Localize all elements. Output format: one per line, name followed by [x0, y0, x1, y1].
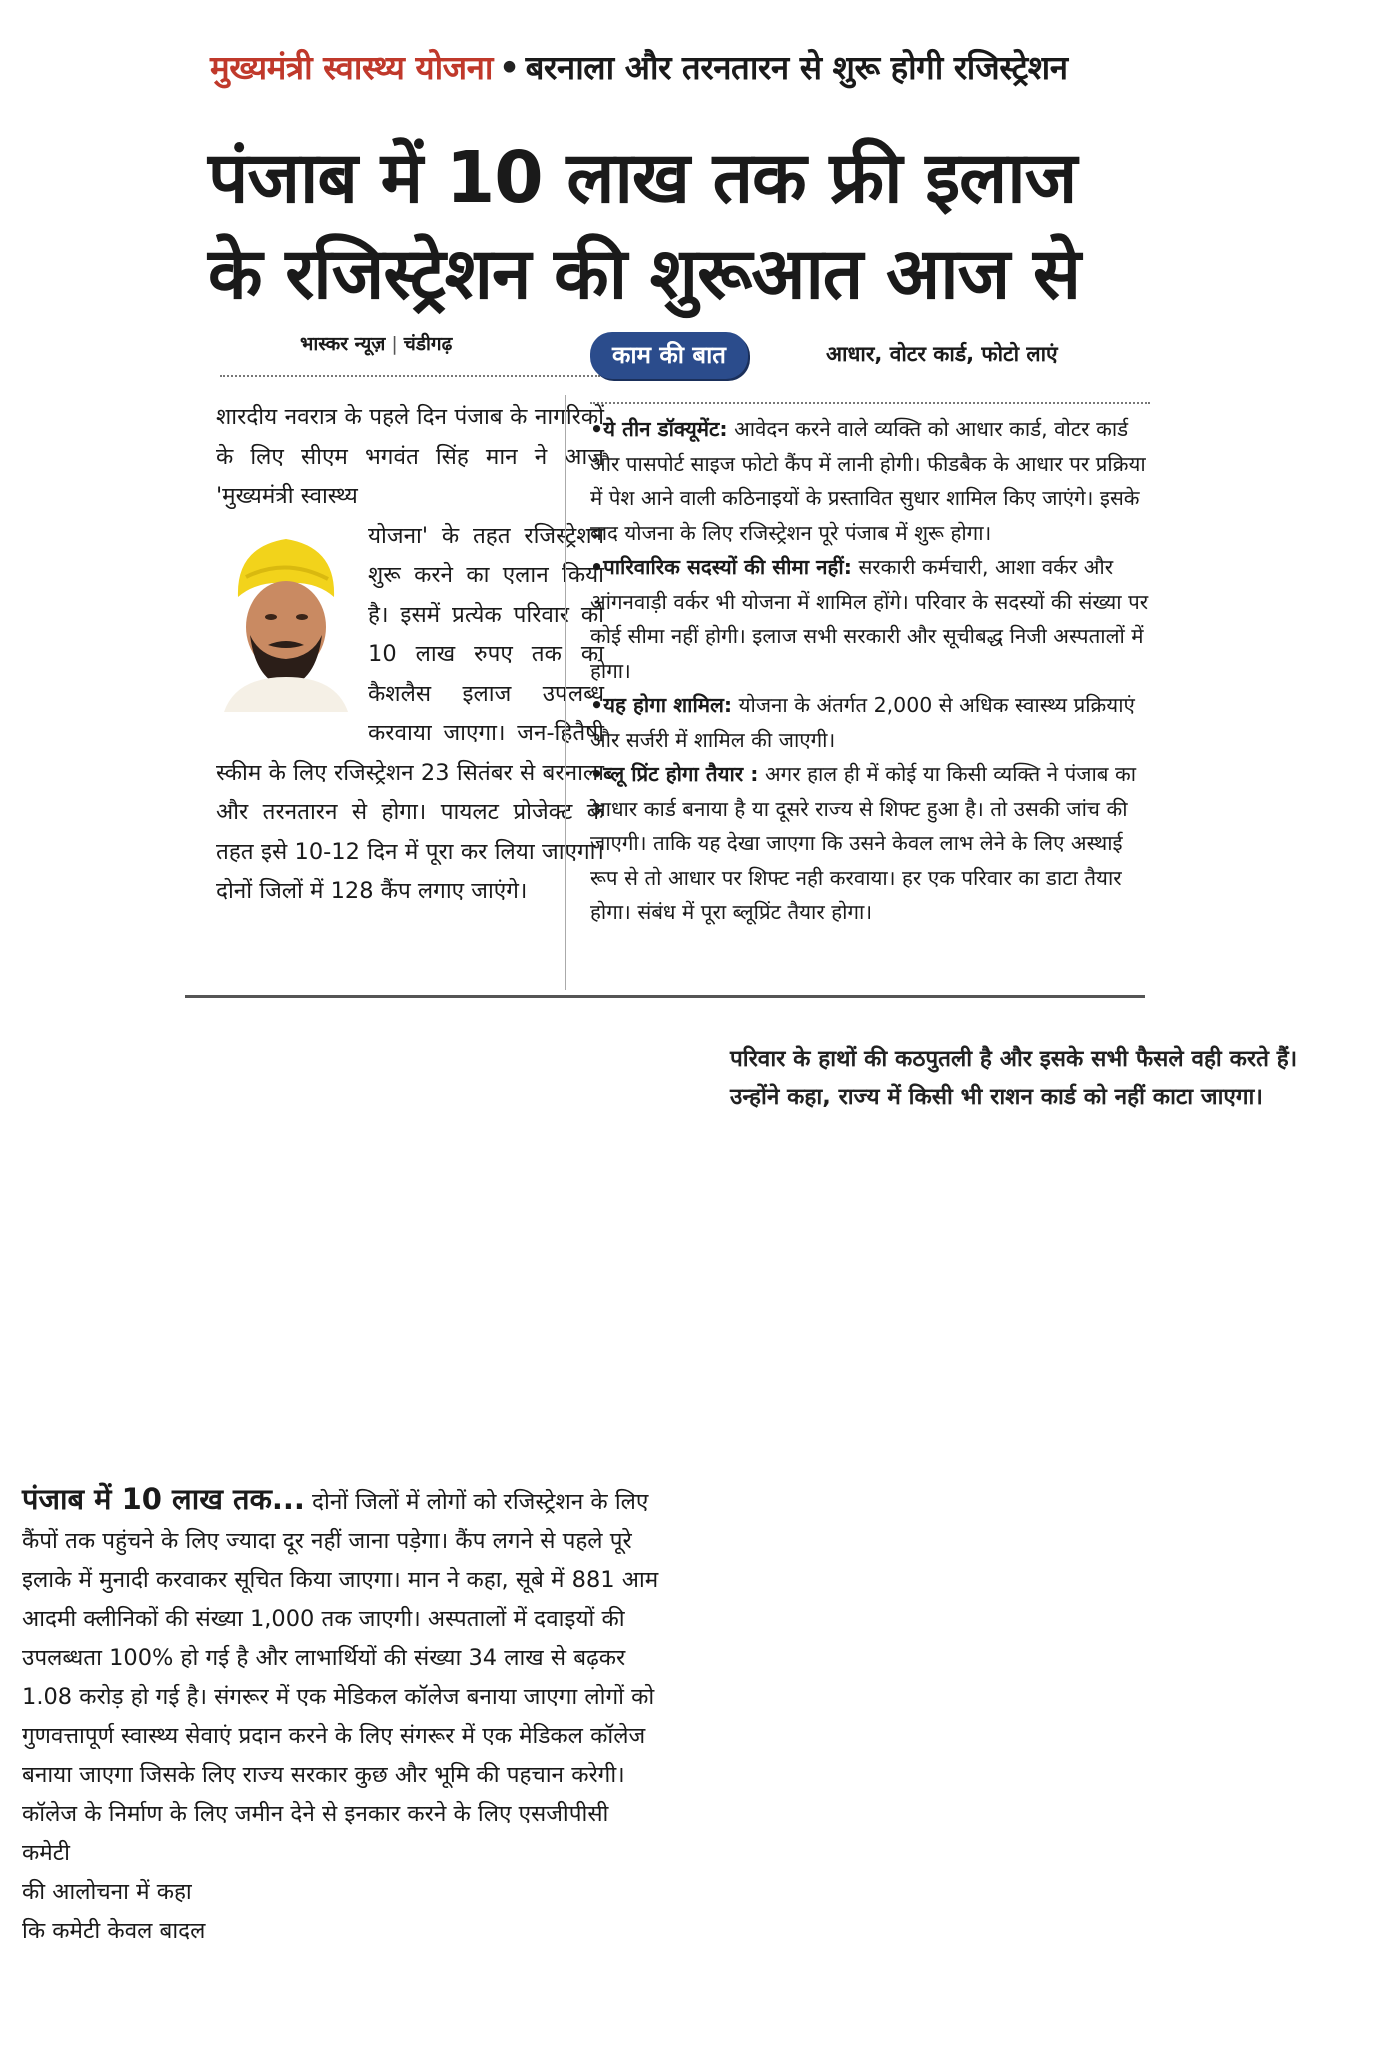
kaam-ki-baat-tagline: आधार, वोटर कार्ड, फोटो लाएं [826, 342, 1058, 366]
byline-source: भास्कर न्यूज़ [300, 333, 386, 355]
mid-snippet-text: परिवार के हाथों की कठपुतली है और इसके सभी फैसले वही करते हैं। उन्होंने कहा, राज्य में किसी भी राशन कार्ड को नहीं काटा जाएगा। [730, 1046, 1298, 1110]
point-text: योजना के अंतर्गत 2,000 से अधिक स्वास्थ्य प्रक्रियाएं और सर्जरी में शामिल की जाएगी। [590, 693, 1135, 752]
byline [300, 330, 452, 356]
kicker-scheme-name: मुख्यमंत्री स्वास्थ्य योजना [210, 48, 493, 87]
byline-divider: | [391, 333, 398, 355]
point-text: अगर हाल ही में कोई या किसी व्यक्ति ने पंजाब का आधार कार्ड बनाया है या दूसरे राज्य से शिफ्ट हुआ है। तो उसकी जांच की जाएगी। ताकि यह देखा जाएगा कि उसने केवल लाभ लेने के लिए अस्थाई रूप से तो आधार पर शिफ्ट नही करवाया। हर एक परिवार का डाटा तैयार होगा। संबंध में पूरा ब्लूप्रिंट तैयार होगा। [590, 762, 1137, 924]
top-article-clipping [190, 30, 1150, 1010]
kicker [210, 44, 1068, 89]
point-heading: •पारिवारिक सदस्यों की सीमा नहीं: [590, 555, 852, 579]
continuation-tail-2: कि कमेटी केवल बादल [22, 1918, 206, 1944]
byline-place: चंडीगढ़ [403, 333, 453, 355]
point-documents [590, 412, 1152, 550]
kaam-ki-baat-badge: काम की बात [590, 332, 748, 379]
continuation-text: दोनों जिलों में लोगों को रजिस्ट्रेशन के लिए कैंपों तक पहुंचने के लिए ज्यादा दूर नहीं जाना पड़ेगा। कैंप लगने से पहले पूरे इलाके में मुनादी करवाकर सूचित किया जाएगा। मान ने कहा, सूबे में 881 आम आदमी क्लीनिकों की संख्या 1,000 तक जाएगी। अस्पतालों में दवाइयों की उपलब्धता 100% हो गई है और लाभार्थियों की संख्या 34 लाख से बढ़कर 1.08 करोड़ हो गई है। संगरूर में एक मेडिकल कॉलेज बनाया जाएगा लोगों को गुणवत्तापूर्ण स्वास्थ्य सेवाएं प्रदान करने के लिए संगरूर में एक मेडिकल कॉलेज बनाया जाएगा जिसके लिए राज्य सरकार कुछ और भूमि की पहचान करेगी। कॉलेज के निर्माण के लिए जमीन देने से इनकार करने के लिए एसजीपीसी कमेटी [22, 1489, 659, 1866]
headline-line-1: पंजाब में 10 लाख तक फ्री इलाज [208, 136, 1077, 219]
body-paragraph-1: शारदीय नवरात्र के पहले दिन पंजाब के नागरिकों के लिए सीएम भगवंत सिंह मान ने आज 'मुख्यमंत्री स्वास्थ्य [216, 404, 604, 509]
body-paragraph-2: योजना' के तहत रजिस्ट्रेशन शुरू करने का एलान किया है। इसमें प्रत्येक परिवार को 10 लाख रुपए तक का कैशलैस इलाज उपलब्ध करवाया जाएगा। जन-हितैषी स्कीम के लिए रजिस्ट्रेशन 23 सितंबर से बरनाला और तरनतारन से होगा। पायलट प्रोजेक्ट के तहत इसे 10-12 दिन में पूरा कर लिया जाएगा। दोनों जिलों में 128 कैंप लगाए जाएंगे। [216, 522, 604, 904]
point-heading: •ये तीन डॉक्यूमेंट: [590, 417, 728, 441]
left-column [216, 398, 604, 912]
continuation-clipping [22, 1480, 662, 2040]
column-divider [565, 395, 566, 990]
cm-photo [216, 517, 356, 712]
point-coverage [590, 688, 1152, 757]
point-heading: •यह होगा शामिल: [590, 693, 733, 717]
point-text: आवेदन करने वाले व्यक्ति को आधार कार्ड, वोटर कार्ड और पासपोर्ट साइज फोटो कैंप में लानी होगी। फीडबैक के आधार पर प्रक्रिया में पेश आने वाली कठिनाइयों के प्रस्तावित सुधार शामिल किए जाएंगे। इसके बाद योजना के लिए रजिस्ट्रेशन पूरे पंजाब में शुरू होगा। [590, 417, 1146, 545]
mid-snippet-clipping [730, 1040, 1350, 1170]
point-family-limit [590, 550, 1152, 688]
headline [208, 130, 1148, 322]
bottom-rule [185, 995, 1145, 998]
kaam-ki-baat-header [590, 330, 1160, 382]
point-blueprint [590, 757, 1152, 930]
kicker-subtitle: बरनाला और तरनतारन से शुरू होगी रजिस्ट्रेशन [525, 48, 1068, 87]
headline-line-2: के रजिस्ट्रेशन की शुरूआत आज से [208, 232, 1080, 315]
kaam-ki-baat-points [590, 412, 1152, 930]
kicker-separator: • [498, 48, 520, 87]
point-heading: •ब्लू प्रिंट होगा तैयार : [590, 762, 759, 786]
continuation-tail-1: की आलोचना में कहा [22, 1879, 192, 1905]
point-text: सरकारी कर्मचारी, आशा वर्कर और आंगनवाड़ी वर्कर भी योजना में शामिल होंगे। परिवार के सदस्यों की संख्या पर कोई सीमा नहीं होगी। इलाज सभी सरकारी और सूचीबद्ध निजी अस्पतालों में होगा। [590, 555, 1149, 683]
continuation-paragraph [22, 1480, 662, 1873]
dotted-rule-right [590, 402, 1150, 404]
continuation-lead: पंजाब में 10 लाख तक... [22, 1482, 305, 1516]
dotted-rule-left [220, 375, 600, 377]
